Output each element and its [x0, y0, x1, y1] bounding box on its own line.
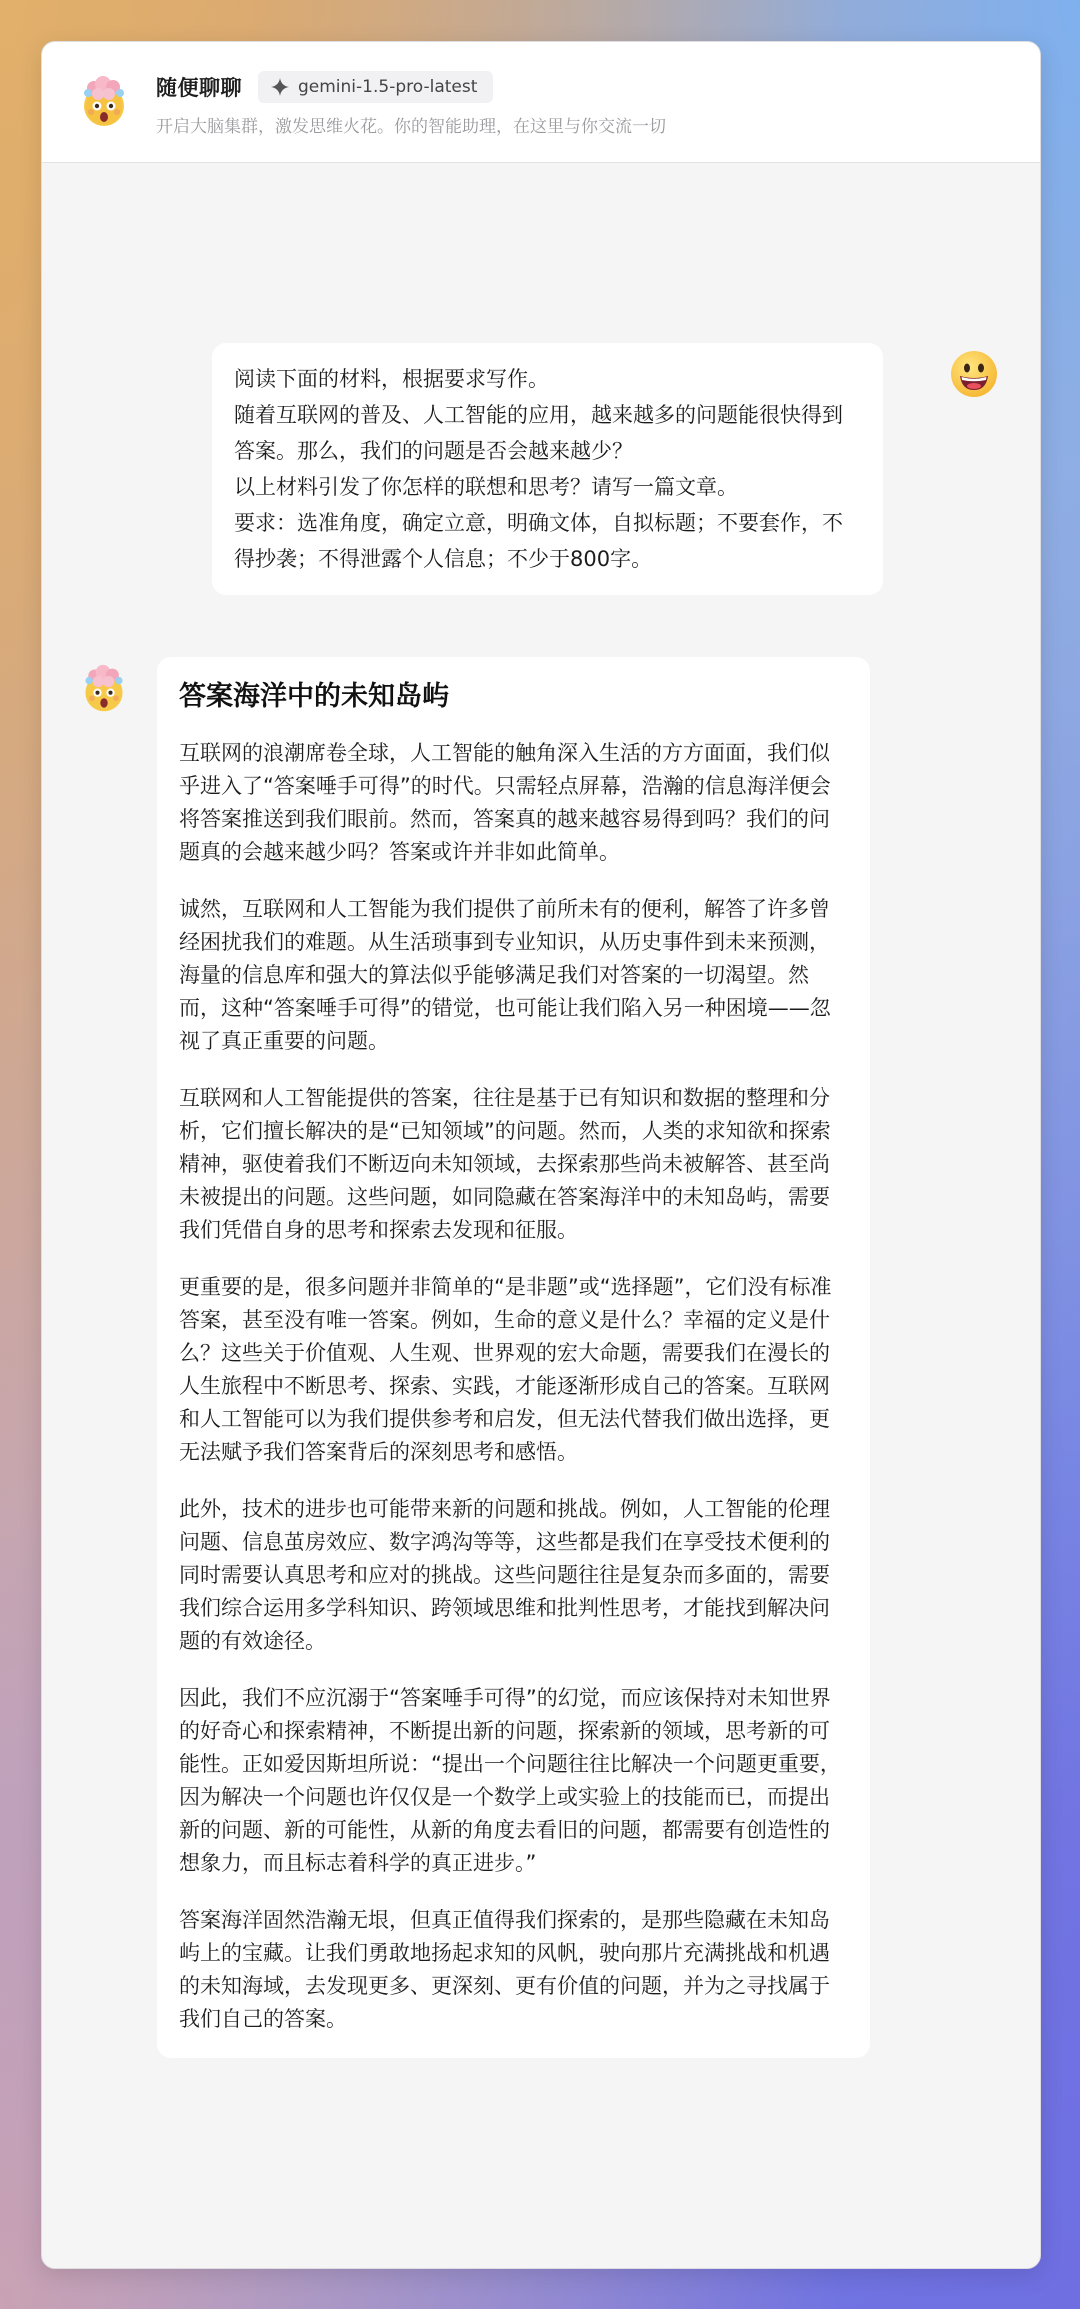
sparkle-icon — [270, 77, 290, 97]
header-info — [156, 70, 1010, 137]
model-name: gemini-1.5-pro-latest — [298, 77, 478, 97]
assistant-message-bubble — [157, 657, 870, 2058]
user-message-line: 随着互联网的普及、人工智能的应用，越来越多的问题能很快得到答案。那么，我们的问题是否会越来越少？ — [234, 403, 843, 463]
mind-blown-emoji-icon[interactable] — [78, 663, 130, 715]
user-message-line: 阅读下面的材料，根据要求写作。 — [234, 367, 549, 391]
title-row — [156, 70, 1010, 104]
essay-title: 答案海洋中的未知岛屿 — [179, 681, 449, 712]
user-message-line: 要求：选准角度，确定立意，明确文体，自拟标题；不要套作，不得抄袭；不得泄露个人信息；不少于800字。 — [234, 511, 843, 571]
chat-header — [42, 42, 1040, 163]
chat-window — [41, 41, 1041, 2269]
essay-paragraph: 互联网的浪潮席卷全球，人工智能的触角深入生活的方方面面，我们似乎进入了“答案唾手可得”的时代。只需轻点屏幕，浩瀚的信息海洋便会将答案推送到我们眼前。然而，答案真的越来越容易得到吗？我们的问题真的会越来越少吗？答案或许并非如此简单。 — [179, 741, 831, 864]
essay-paragraph: 因此，我们不应沉溺于“答案唾手可得”的幻觉，而应该保持对未知世界的好奇心和探索精神，不断提出新的问题，探索新的领域，思考新的可能性。正如爱因斯坦所说：“提出一个问题往往比解决一个问题更重要，因为解决一个问题也许仅仅是一个数学上或实验上的技能而已，而提出新的问题、新的可能性，从新的角度去看旧的问题，都需要有创造性的想象力，而且标志着科学的真正进步。” — [179, 1686, 841, 1875]
grinning-face-emoji-icon[interactable] — [949, 349, 999, 399]
essay-paragraph: 答案海洋固然浩瀚无垠，但真正值得我们探索的，是那些隐藏在未知岛屿上的宝藏。让我们勇敢地扬起求知的风帆，驶向那片充满挑战和机遇的未知海域，去发现更多、更深刻、更有价值的问题，并为之寻找属于我们自己的答案。 — [179, 1908, 830, 2031]
essay-paragraph: 诚然，互联网和人工智能为我们提供了前所未有的便利，解答了许多曾经困扰我们的难题。从生活琐事到专业知识，从历史事件到未来预测，海量的信息库和强大的算法似乎能够满足我们对答案的一切渴望。然而，这种“答案唾手可得”的错觉，也可能让我们陷入另一种困境——忽视了真正重要的问题。 — [179, 897, 831, 1053]
mind-blown-emoji-icon[interactable] — [76, 74, 132, 130]
essay-paragraph: 更重要的是，很多问题并非简单的“是非题”或“选择题”，它们没有标准答案，甚至没有唯一答案。例如，生命的意义是什么？幸福的定义是什么？这些关于价值观、人生观、世界观的宏大命题，需要我们在漫长的人生旅程中不断思考、探索、实践，才能逐渐形成自己的答案。互联网和人工智能可以为我们提供参考和启发，但无法代替我们做出选择，更无法赋予我们答案背后的深刻思考和感悟。 — [179, 1275, 832, 1464]
user-message-line: 以上材料引发了你怎样的联想和思考？请写一篇文章。 — [234, 475, 738, 499]
chat-title: 随便聊聊 — [156, 76, 242, 100]
essay-paragraph: 互联网和人工智能提供的答案，往往是基于已有知识和数据的整理和分析，它们擅长解决的是“已知领域”的问题。然而，人类的求知欲和探索精神，驱使着我们不断迈向未知领域，去探索那些尚未被解答、甚至尚未被提出的问题。这些问题，如同隐藏在答案海洋中的未知岛屿，需要我们凭借自身的思考和探索去发现和征服。 — [179, 1086, 831, 1242]
model-selector[interactable] — [258, 71, 493, 103]
essay-paragraph: 此外，技术的进步也可能带来新的问题和挑战。例如，人工智能的伦理问题、信息茧房效应、数字鸿沟等等，这些都是我们在享受技术便利的同时需要认真思考和应对的挑战。这些问题往往是复杂而多面的，需要我们综合运用多学科知识、跨领域思维和批判性思考，才能找到解决问题的有效途径。 — [179, 1497, 830, 1653]
user-message-bubble — [212, 343, 883, 595]
chat-subtitle: 开启大脑集群，激发思维火花。你的智能助理，在这里与你交流一切 — [156, 117, 666, 137]
